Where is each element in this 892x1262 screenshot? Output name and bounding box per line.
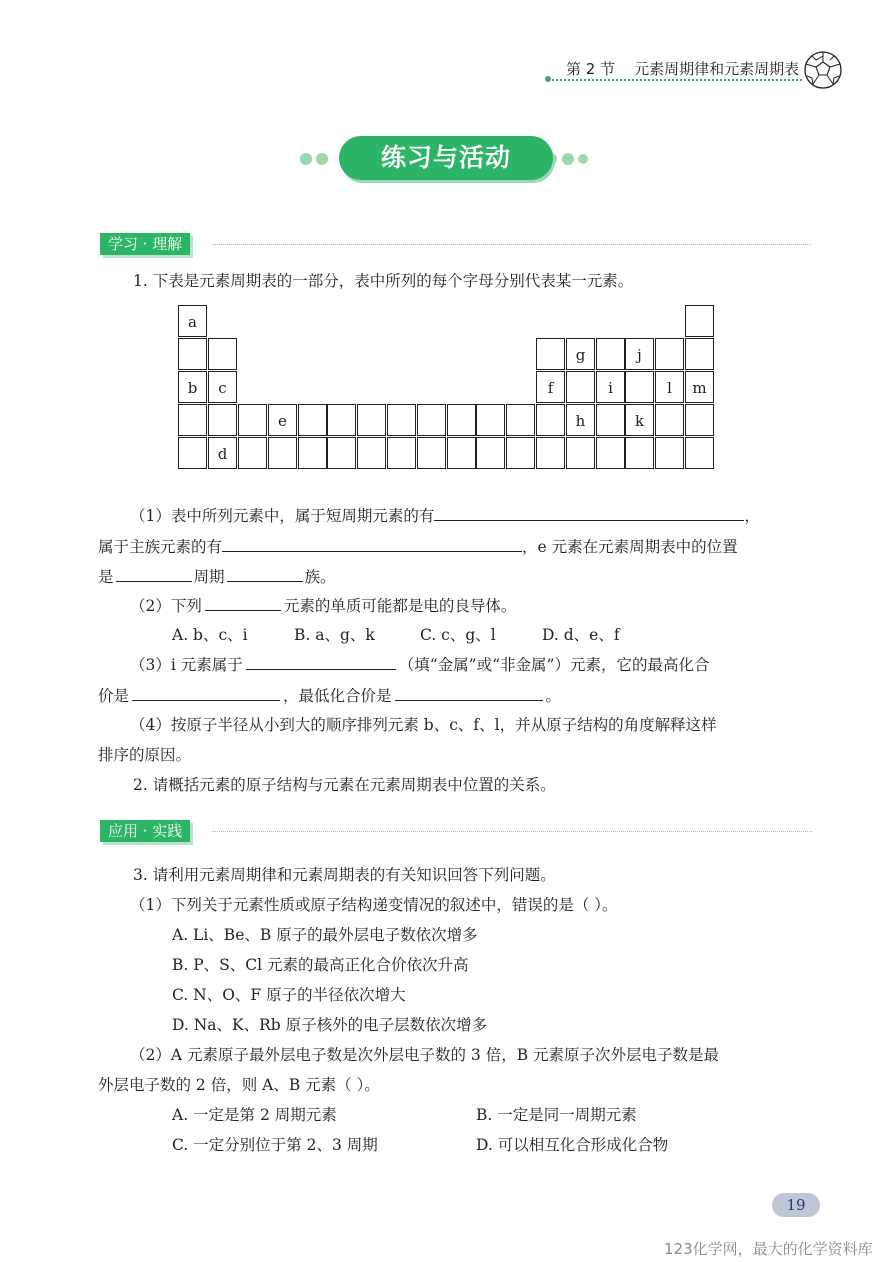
element-cell <box>685 404 714 436</box>
section-tag-study: 学习 · 理解 <box>100 233 190 255</box>
q1-part1-text: 族。 <box>304 568 336 586</box>
q1-part1-line1 <box>130 504 760 527</box>
q1-part1-text: 周期 <box>193 568 225 586</box>
answer-blank[interactable] <box>434 504 744 521</box>
q1-part4-line2: 排序的原因。 <box>98 746 192 764</box>
element-cell <box>476 437 505 469</box>
element-cell <box>655 437 684 469</box>
q1-part1-text: 是 <box>98 568 114 586</box>
element-cell <box>685 338 714 370</box>
element-cell <box>327 404 356 436</box>
q1-part2-text: 元素的单质可能都是电的良导体。 <box>283 597 517 615</box>
q3-part1: （1）下列关于元素性质或原子结构递变情况的叙述中，错误的是（ ）。 <box>130 896 618 914</box>
q1-part2-text: （2）下列 <box>130 597 202 615</box>
element-cell: f <box>536 371 565 403</box>
element-cell <box>625 371 654 403</box>
q3-part1-option-c[interactable]: C. N、O、F 原子的半径依次增大 <box>172 986 406 1004</box>
answer-blank[interactable] <box>227 565 303 582</box>
element-cell <box>566 437 595 469</box>
q1-part3-text: 。 <box>545 687 562 705</box>
q1-part3-line1 <box>130 653 709 676</box>
question-1-stem: 1. 下表是元素周期表的一部分，表中所列的每个字母分别代表某一元素。 <box>133 272 634 290</box>
q1-part1-text: ， <box>744 507 760 525</box>
element-cell <box>476 404 505 436</box>
element-cell: e <box>268 404 297 436</box>
banner-dot <box>578 154 588 164</box>
question-3-stem: 3. 请利用元素周期律和元素周期表的有关知识回答下列问题。 <box>133 866 556 884</box>
q1-part3-text: ，最低化合价是 <box>283 687 392 705</box>
element-cell <box>596 404 625 436</box>
element-cell <box>178 338 207 370</box>
element-cell <box>208 338 237 370</box>
q3-part2-option-b[interactable]: B. 一定是同一周期元素 <box>476 1106 637 1124</box>
element-cell <box>685 305 714 337</box>
element-cell: h <box>566 404 595 436</box>
page-number: 19 <box>772 1193 820 1217</box>
q1-part1-text: 属于主族元素的有 <box>98 538 223 556</box>
section-tag-line <box>212 244 812 245</box>
element-cell <box>208 404 237 436</box>
element-cell <box>298 404 327 436</box>
element-cell: a <box>178 305 207 337</box>
element-cell <box>506 437 535 469</box>
element-cell: g <box>566 338 595 370</box>
q1-part2-option-a[interactable]: A. b、c、i <box>172 626 248 644</box>
element-cell <box>417 437 446 469</box>
element-cell: d <box>208 437 237 469</box>
element-cell <box>596 338 625 370</box>
q3-part1-option-d[interactable]: D. Na、K、Rb 原子核外的电子层数依次增多 <box>172 1016 488 1034</box>
answer-blank[interactable] <box>395 684 543 701</box>
element-cell: l <box>655 371 684 403</box>
element-cell <box>387 437 416 469</box>
fullerene-icon <box>803 50 843 90</box>
q3-part2-option-c[interactable]: C. 一定分别位于第 2、3 周期 <box>172 1136 378 1154</box>
element-cell <box>447 437 476 469</box>
element-cell: j <box>625 338 654 370</box>
element-cell <box>536 404 565 436</box>
q1-part4-line1: （4）按原子半径从小到大的顺序排列元素 b、c、f、l，并从原子结构的角度解释这样 <box>130 716 717 734</box>
q3-part2-line2: 外层电子数的 2 倍，则 A、B 元素（ ）。 <box>98 1076 380 1094</box>
element-cell <box>178 404 207 436</box>
q3-part1-option-b[interactable]: B. P、S、Cl 元素的最高正化合价依次升高 <box>172 956 469 974</box>
q1-part3-text: （填“金属”或“非金属”）元素，它的最高化合 <box>398 656 710 674</box>
answer-blank[interactable] <box>222 535 522 552</box>
element-cell <box>387 404 416 436</box>
element-cell: i <box>596 371 625 403</box>
q3-part2-line1: （2）A 元素原子最外层电子数是次外层电子数的 3 倍，B 元素原子次外层电子数是最 <box>130 1046 720 1064</box>
question-2: 2. 请概括元素的原子结构与元素在元素周期表中位置的关系。 <box>133 776 556 794</box>
element-cell <box>327 437 356 469</box>
exercise-banner: 练习与活动 <box>339 136 553 180</box>
element-cell <box>357 437 386 469</box>
element-cell <box>238 404 267 436</box>
element-cell: k <box>625 404 654 436</box>
q1-part2-option-b[interactable]: B. a、g、k <box>294 626 375 644</box>
q1-part2-option-c[interactable]: C. c、g、l <box>420 626 496 644</box>
element-cell <box>596 437 625 469</box>
q1-part1-line2 <box>98 535 738 558</box>
watermark-text: 123化学网，最大的化学资料库 <box>664 1240 873 1258</box>
q1-part2 <box>130 594 516 617</box>
answer-blank[interactable] <box>246 653 396 670</box>
q1-part3-line2 <box>98 684 561 707</box>
element-cell <box>417 404 446 436</box>
banner-dot <box>300 153 312 165</box>
q3-part1-option-a[interactable]: A. Li、Be、B 原子的最外层电子数依次增多 <box>172 926 478 944</box>
header-divider <box>548 79 802 81</box>
element-cell <box>298 437 327 469</box>
q3-part2-option-a[interactable]: A. 一定是第 2 周期元素 <box>172 1106 337 1124</box>
banner-dot <box>562 153 574 165</box>
banner-dot <box>316 153 328 165</box>
answer-blank[interactable] <box>205 594 281 611</box>
q1-part1-text: （1）表中所列元素中，属于短周期元素的有 <box>130 507 435 525</box>
element-cell <box>238 437 267 469</box>
q1-part3-text: （3）i 元素属于 <box>130 656 243 674</box>
element-cell <box>536 338 565 370</box>
section-title: 元素周期律和元素周期表 <box>634 60 800 78</box>
element-cell: c <box>208 371 237 403</box>
answer-blank[interactable] <box>132 684 280 701</box>
section-tag-line <box>212 831 812 832</box>
element-cell <box>655 338 684 370</box>
element-cell: b <box>178 371 207 403</box>
q1-part1-line3 <box>98 565 336 588</box>
q1-part1-text: ，e 元素在元素周期表中的位置 <box>522 538 738 556</box>
chapter-header <box>566 58 799 79</box>
element-cell <box>178 437 207 469</box>
q3-part2-option-d[interactable]: D. 可以相互化合形成化合物 <box>476 1136 669 1154</box>
section-tag-apply: 应用 · 实践 <box>100 820 190 842</box>
element-cell <box>268 437 297 469</box>
element-cell <box>447 404 476 436</box>
answer-blank[interactable] <box>116 565 192 582</box>
q1-part3-text: 价是 <box>98 687 130 705</box>
element-cell <box>685 437 714 469</box>
element-cell <box>566 371 595 403</box>
q1-part2-option-d[interactable]: D. d、e、f <box>542 626 620 644</box>
element-cell <box>625 437 654 469</box>
element-cell <box>536 437 565 469</box>
element-cell: m <box>685 371 714 403</box>
section-number: 第 2 节 <box>566 60 616 78</box>
element-cell <box>357 404 386 436</box>
element-cell <box>655 404 684 436</box>
element-cell <box>506 404 535 436</box>
